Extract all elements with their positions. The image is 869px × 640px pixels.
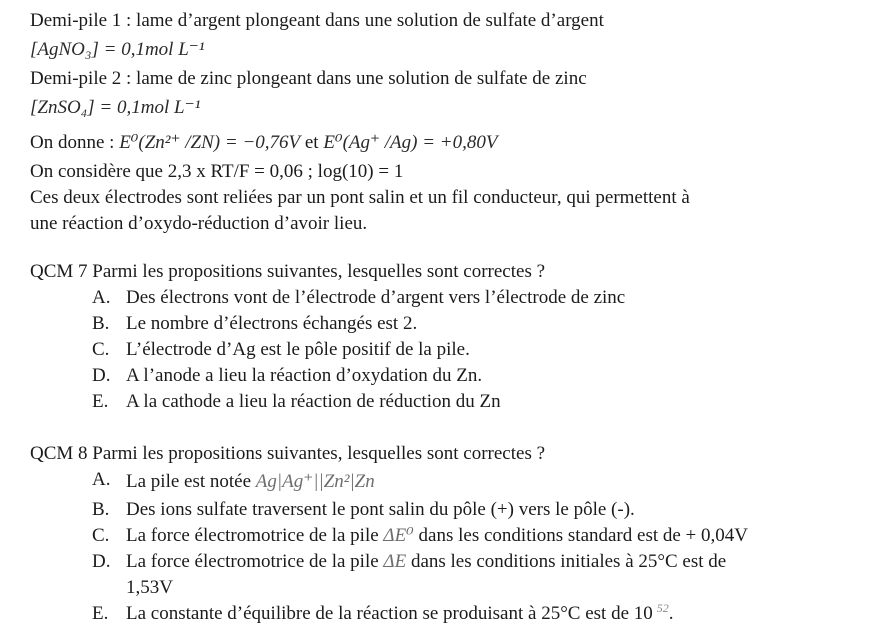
znso4-concentration-formula: [ZnSO₄] = 0,1mol L⁻¹ [30, 97, 201, 118]
delta-e0-formula: ΔE⁰ [383, 525, 414, 546]
qcm7-item-d [30, 363, 841, 389]
agno3-concentration-formula: [AgNO₃] = 0,1mol L⁻¹ [30, 39, 205, 60]
qcm7-item-d-label: D. [92, 365, 111, 386]
qcm7-item-e [30, 389, 841, 415]
given-label: On donne : [30, 132, 120, 153]
qcm8-item-e-label: E. [92, 603, 109, 624]
qcm8-item-e-text-post: . [668, 603, 674, 624]
qcm8-item-c-text-post: dans les conditions standard est de + 0,04V [413, 525, 748, 546]
qcm7-item-e-label: E. [92, 391, 109, 412]
qcm8-item-b [30, 497, 841, 523]
qcm7-item-d-text: A l’anode a lieu la réaction d’oxydation du Zn. [126, 365, 483, 386]
intro-line-redox: une réaction d’oxydo-réduction d’avoir lieu. [30, 213, 368, 234]
qcm8-section [30, 441, 841, 627]
equilibrium-constant-exponent: 52 [656, 600, 669, 615]
qcm7-item-b [30, 311, 841, 337]
qcm8-item-b-text: Des ions sulfate traversent le pont salin du pôle (+) vers le pôle (-). [126, 499, 635, 520]
qcm7-item-b-text: Le nombre d’électrons échangés est 2. [126, 313, 418, 334]
intro-line-electrodes: Ces deux électrodes sont reliées par un pont salin et un fil conducteur, qui permettent à [30, 187, 690, 208]
qcm7-item-a-label: A. [92, 287, 111, 308]
given-separator: et [300, 132, 324, 153]
qcm7-item-a [30, 285, 841, 311]
formula-znso4-line [30, 92, 841, 124]
ag-standard-potential-formula: E⁰(Ag⁺ /Ag) = +0,80V [323, 132, 498, 153]
formula-agno3-line [30, 34, 841, 66]
qcm7-item-a-text: Des électrons vont de l’électrode d’argent vers l’électrode de zinc [126, 287, 626, 308]
qcm7-item-e-text: A la cathode a lieu la réaction de réduction du Zn [126, 391, 501, 412]
qcm7-title: QCM 7 Parmi les propositions suivantes, lesquelles sont correctes ? [30, 261, 546, 282]
qcm8-item-d [30, 549, 841, 601]
qcm8-item-d-text-post: dans les conditions initiales à 25°C est de [406, 551, 727, 572]
qcm8-item-a-text: La pile est notée [126, 471, 256, 492]
delta-e-formula: ΔE [383, 551, 407, 572]
cell-notation-formula: Ag|Ag⁺||Zn²|Zn [255, 471, 375, 492]
qcm7-item-c [30, 337, 841, 363]
given-potentials-line [30, 124, 841, 159]
intro-line-rtf: On considère que 2,3 x RT/F = 0,06 ; log(10) = 1 [30, 161, 404, 182]
qcm7-item-c-text: L’électrode d’Ag est le pôle positif de la pile. [126, 339, 470, 360]
qcm7-section [30, 259, 841, 415]
qcm8-item-e [30, 601, 841, 627]
qcm8-item-e-text-pre: La constante d’équilibre de la réaction se produisant à 25°C est de 10 [126, 603, 653, 624]
intro-line-demi-pile-1: Demi-pile 1 : lame d’argent plongeant dans une solution de sulfate d’argent [30, 10, 604, 31]
qcm8-title: QCM 8 Parmi les propositions suivantes, lesquelles sont correctes ? [30, 443, 546, 464]
zn-standard-potential-formula: E⁰(Zn²⁺ /ZN) = −0,76V [119, 132, 301, 153]
qcm8-item-d-continuation: 1,53V [126, 577, 173, 598]
qcm7-item-c-label: C. [92, 339, 110, 360]
qcm8-item-a-label: A. [92, 469, 111, 490]
qcm8-item-a [30, 467, 841, 497]
qcm8-item-d-text-pre: La force électromotrice de la pile [126, 551, 384, 572]
qcm8-item-b-label: B. [92, 499, 110, 520]
intro-line-demi-pile-2: Demi-pile 2 : lame de zinc plongeant dans une solution de sulfate de zinc [30, 68, 587, 89]
qcm7-item-b-label: B. [92, 313, 110, 334]
qcm8-item-c-label: C. [92, 525, 110, 546]
qcm8-item-d-label: D. [92, 551, 111, 572]
qcm8-item-c-text-pre: La force électromotrice de la pile [126, 525, 384, 546]
qcm8-item-c [30, 523, 841, 549]
